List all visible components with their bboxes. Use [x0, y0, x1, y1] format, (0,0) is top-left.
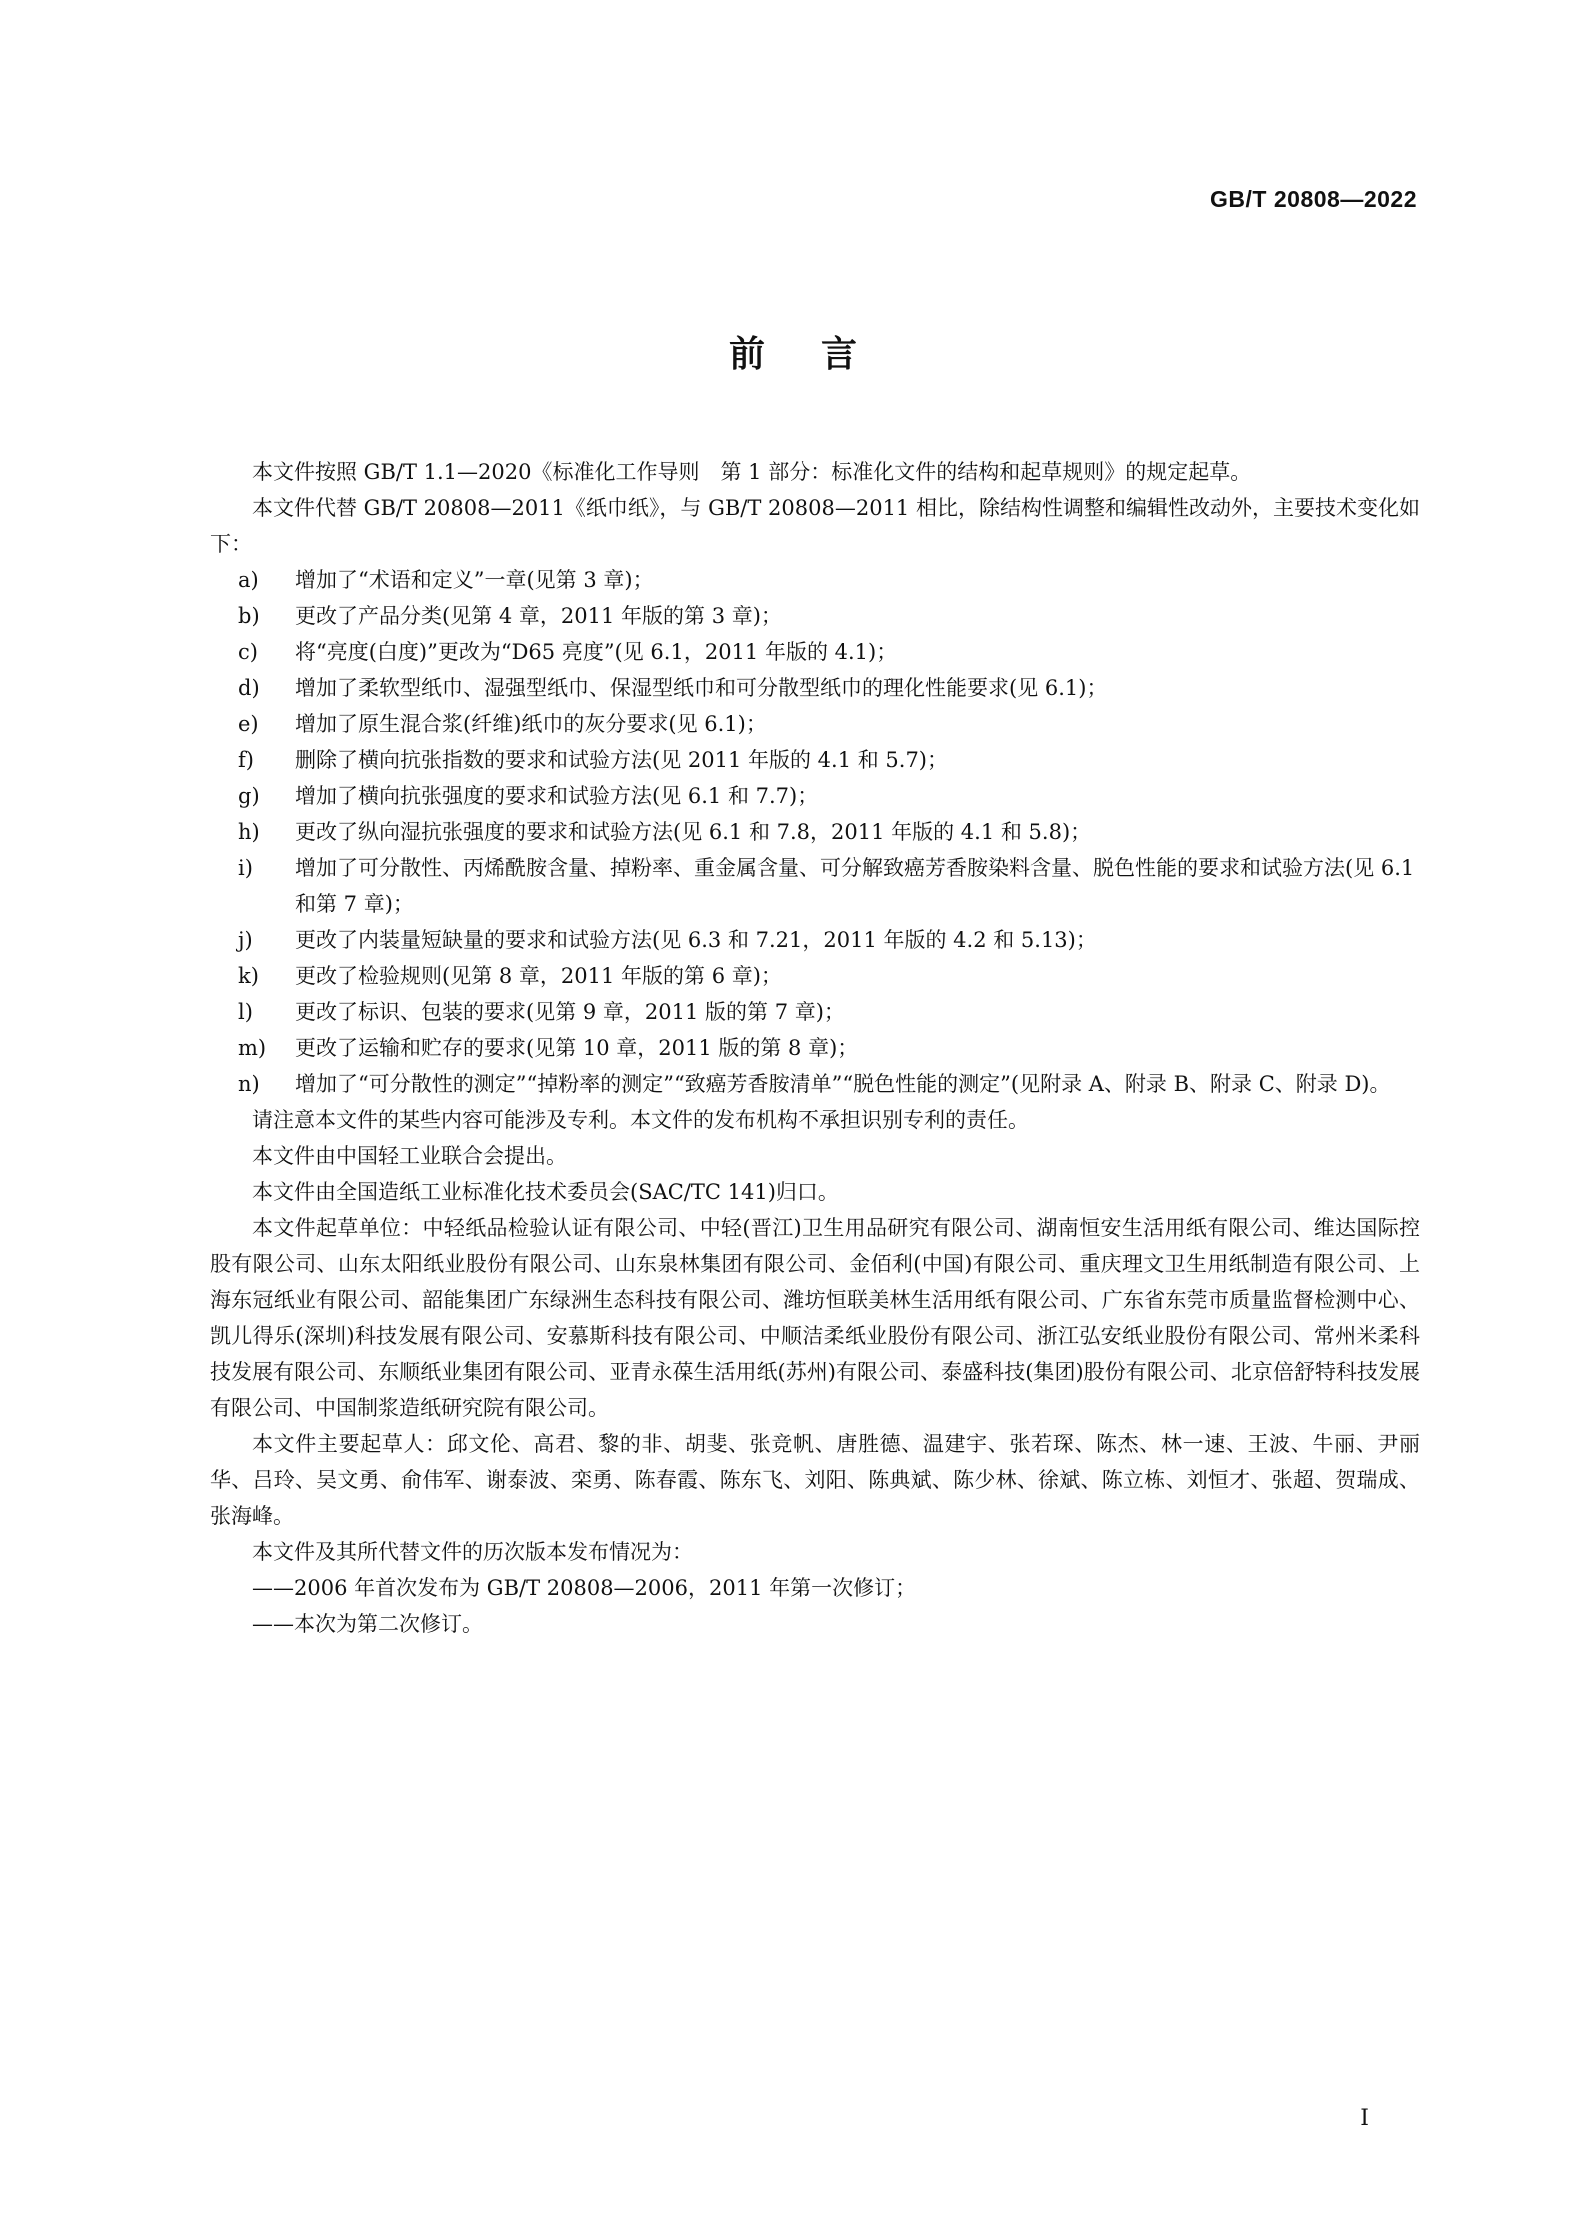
list-item — [210, 1030, 1420, 1066]
page-title: 前言 — [728, 334, 913, 375]
list-marker: a) — [238, 568, 259, 592]
list-marker: b) — [238, 604, 260, 628]
list-item — [210, 706, 1420, 742]
list-item — [210, 562, 1420, 598]
paragraph-committee: 本文件由全国造纸工业标准化技术委员会(SAC/TC 141)归口。 — [252, 1180, 839, 1204]
list-marker: g) — [238, 784, 260, 808]
list-marker: f) — [238, 748, 254, 772]
list-item-text: 更改了内装量短缺量的要求和试验方法(见 6.3 和 7.21，2011 年版的 4.2 和 5.13)； — [295, 928, 1097, 952]
list-item-text: 删除了横向抗张指数的要求和试验方法(见 2011 年版的 4.1 和 5.7)； — [295, 748, 948, 772]
list-marker: l) — [238, 1000, 253, 1024]
list-item — [210, 1066, 1420, 1102]
list-item — [210, 778, 1420, 814]
list-item-text: 更改了运输和贮存的要求(见第 10 章，2011 版的第 8 章)； — [295, 1036, 859, 1060]
list-item-text: 更改了标识、包装的要求(见第 9 章，2011 版的第 7 章)； — [295, 1000, 845, 1024]
list-item — [210, 994, 1420, 1030]
list-item-text: 更改了检验规则(见第 8 章，2011 年版的第 6 章)； — [295, 964, 782, 988]
list-marker: c) — [238, 640, 258, 664]
list-item-text: 增加了“术语和定义”一章(见第 3 章)； — [295, 568, 654, 592]
changes-list — [210, 562, 1420, 1102]
list-item-text: 将“亮度(白度)”更改为“D65 亮度”(见 6.1，2011 年版的 4.1)； — [295, 640, 898, 664]
page-number: I — [1360, 2106, 1369, 2131]
list-item-text: 增加了“可分散性的测定”“掉粉率的测定”“致癌芳香胺清单”“脱色性能的测定”(见附录 A、附录 B、附录 C、附录 D)。 — [295, 1072, 1391, 1096]
list-item — [210, 922, 1420, 958]
paragraph-drafters: 本文件主要起草人：邱文伦、高君、黎的非、胡斐、张竞帆、唐胜德、温建宇、张若琛、陈杰、林一速、王波、牛丽、尹丽华、吕玲、吴文勇、俞伟军、谢泰波、栾勇、陈春霞、陈东飞、刘阳、陈典斌、陈少林、徐斌、陈立栋、刘恒才、张超、贺瑞成、张海峰。 — [210, 1432, 1420, 1528]
list-marker: i) — [238, 856, 253, 880]
list-item-text: 增加了柔软型纸巾、湿强型纸巾、保湿型纸巾和可分散型纸巾的理化性能要求(见 6.1)； — [295, 676, 1108, 700]
history-item: ——本次为第二次修订。 — [252, 1612, 483, 1636]
list-marker: j) — [238, 928, 253, 952]
paragraph-patent-notice: 请注意本文件的某些内容可能涉及专利。本文件的发布机构不承担识别专利的责任。 — [252, 1108, 1029, 1132]
list-item — [210, 742, 1420, 778]
list-marker: k) — [238, 964, 259, 988]
list-marker: n) — [238, 1072, 260, 1096]
list-item-text: 增加了可分散性、丙烯酰胺含量、掉粉率、重金属含量、可分解致癌芳香胺染料含量、脱色性能的要求和试验方法(见 6.1 和第 7 章)； — [295, 856, 1415, 916]
paragraph-replacement: 本文件代替 GB/T 20808—2011《纸巾纸》，与 GB/T 20808—2011 相比，除结构性调整和编辑性改动外，主要技术变化如下： — [210, 496, 1420, 556]
list-item — [210, 850, 1420, 922]
paragraph-history-intro: 本文件及其所代替文件的历次版本发布情况为： — [252, 1540, 693, 1564]
document-body — [210, 454, 1420, 1642]
paragraph-compliance: 本文件按照 GB/T 1.1—2020《标准化工作导则 第 1 部分：标准化文件的结构和起草规则》的规定起草。 — [252, 460, 1252, 484]
list-marker: d) — [238, 676, 260, 700]
paragraph-drafting-units: 本文件起草单位：中轻纸品检验认证有限公司、中轻(晋江)卫生用品研究有限公司、湖南恒安生活用纸有限公司、维达国际控股有限公司、山东太阳纸业股份有限公司、山东泉林集团有限公司、金佰利(中国)有限公司、重庆理文卫生用纸制造有限公司、上海东冠纸业有限公司、韶能集团广东绿洲生态科技有限公司、潍坊恒联美林生活用纸有限公司、广东省东莞市质量监督检测中心、凯儿得乐(深圳)科技发展有限公司、安慕斯科技有限公司、中顺洁柔纸业股份有限公司、浙江弘安纸业股份有限公司、常州米柔科技发展有限公司、东顺纸业集团有限公司、亚青永葆生活用纸(苏州)有限公司、泰盛科技(集团)股份有限公司、北京倍舒特科技发展有限公司、中国制浆造纸研究院有限公司。 — [210, 1216, 1420, 1420]
list-marker: e) — [238, 712, 259, 736]
list-item — [210, 670, 1420, 706]
list-item-text: 更改了纵向湿抗张强度的要求和试验方法(见 6.1 和 7.8，2011 年版的 4.1 和 5.8)； — [295, 820, 1092, 844]
list-item — [210, 958, 1420, 994]
list-marker: m) — [238, 1036, 267, 1060]
list-item — [210, 634, 1420, 670]
list-marker: h) — [238, 820, 260, 844]
list-item-text: 增加了横向抗张强度的要求和试验方法(见 6.1 和 7.7)； — [295, 784, 819, 808]
paragraph-proposer: 本文件由中国轻工业联合会提出。 — [252, 1144, 567, 1168]
standard-number: GB/T 20808—2022 — [1210, 186, 1417, 212]
list-item-text: 增加了原生混合浆(纤维)纸巾的灰分要求(见 6.1)； — [295, 712, 767, 736]
history-item: ——2006 年首次发布为 GB/T 20808—2006，2011 年第一次修订； — [252, 1576, 917, 1600]
list-item — [210, 814, 1420, 850]
list-item-text: 更改了产品分类(见第 4 章，2011 年版的第 3 章)； — [295, 604, 782, 628]
list-item — [210, 598, 1420, 634]
